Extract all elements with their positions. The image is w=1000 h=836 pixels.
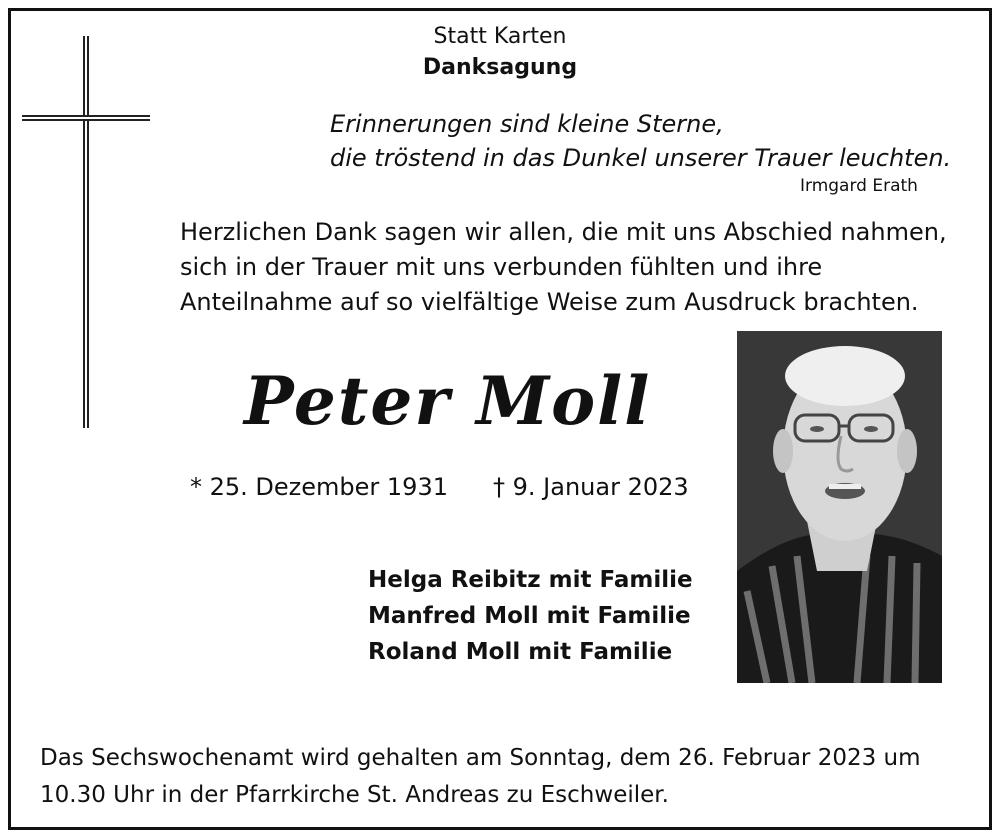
deceased-name: Peter Moll (244, 362, 652, 440)
quote-line-2: die tröstend in das Dunkel unserer Trauer leuchten. (330, 144, 952, 172)
family-line-2: Manfred Moll mit Familie (368, 603, 691, 629)
birth-date: * 25. Dezember 1931 (190, 473, 448, 501)
quote-author: Irmgard Erath (800, 176, 918, 196)
portrait-image (737, 331, 942, 683)
quote-line-1: Erinnerungen sind kleine Sterne, (330, 110, 724, 138)
thanks-line-3: Anteilnahme auf so vielfältige Weise zum Ausdruck brachten. (180, 288, 919, 316)
death-date: † 9. Januar 2023 (493, 473, 689, 501)
family-line-3: Roland Moll mit Familie (368, 639, 673, 665)
header-statt-karten: Statt Karten (433, 24, 567, 49)
thanks-line-1: Herzlichen Dank sagen wir allen, die mit uns Abschied nahmen, (180, 218, 947, 246)
footer-line-1: Das Sechswochenamt wird gehalten am Sonntag, dem 26. Februar 2023 um (40, 745, 921, 771)
footer-line-2: 10.30 Uhr in der Pfarrkirche St. Andreas zu Eschweiler. (40, 782, 669, 808)
cross-icon-bar (22, 115, 150, 121)
cross-icon (83, 36, 89, 428)
thanks-line-2: sich in der Trauer mit uns verbunden fühlten und ihre (180, 253, 823, 281)
family-line-1: Helga Reibitz mit Familie (368, 567, 693, 593)
portrait-photo (737, 331, 942, 683)
header-danksagung: Danksagung (422, 55, 578, 80)
